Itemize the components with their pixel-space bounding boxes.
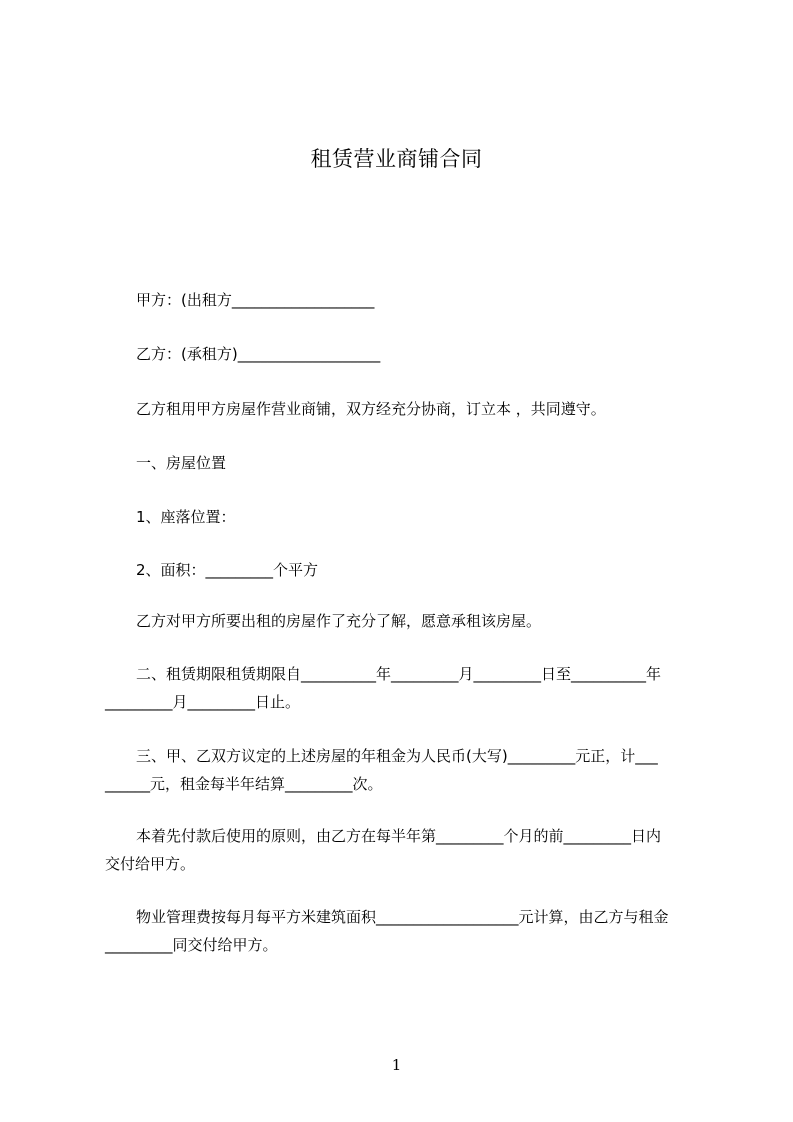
payment-paragraph-line-1: 本着先付款后使用的原则，由乙方在每半年第_________个月的前_________日内 [136, 827, 662, 845]
party-b-line: 乙方：(承租方)___________________ [136, 345, 381, 363]
page-number: 1 [391, 1056, 402, 1074]
fee-paragraph-line-1: 物业管理费按每月每平方米建筑面积___________________元计算，由乙方与租金 [136, 908, 669, 926]
acceptance-paragraph: 乙方对甲方所要出租的房屋作了充分了解，愿意承租该房屋。 [136, 612, 542, 630]
term-paragraph-line-1: 二、租赁期限租赁期限自__________年_________月_________日至__________年 [136, 665, 662, 683]
term-paragraph-line-2: _________月_________日止。 [105, 693, 301, 711]
payment-paragraph-line-2: 交付给甲方。 [105, 855, 196, 873]
clause-location: 1、座落位置： [136, 508, 236, 526]
document-title: 租赁营业商铺合同 [310, 147, 483, 171]
rent-paragraph-line-1: 三、甲、乙双方议定的上述房屋的年租金为人民币(大写)_________元正，计___ [136, 747, 658, 765]
clause-area: 2、面积：_________个平方 [136, 561, 319, 579]
intro-paragraph: 乙方租用甲方房屋作营业商铺，双方经充分协商，订立本 ，共同遵守。 [136, 400, 606, 418]
section-heading-location: 一、房屋位置 [136, 454, 227, 472]
rent-paragraph-line-2: ______元，租金每半年结算_________次。 [105, 775, 383, 793]
party-a-line: 甲方：(出租方___________________ [136, 291, 375, 309]
fee-paragraph-line-2: _________同交付给甲方。 [105, 936, 278, 954]
